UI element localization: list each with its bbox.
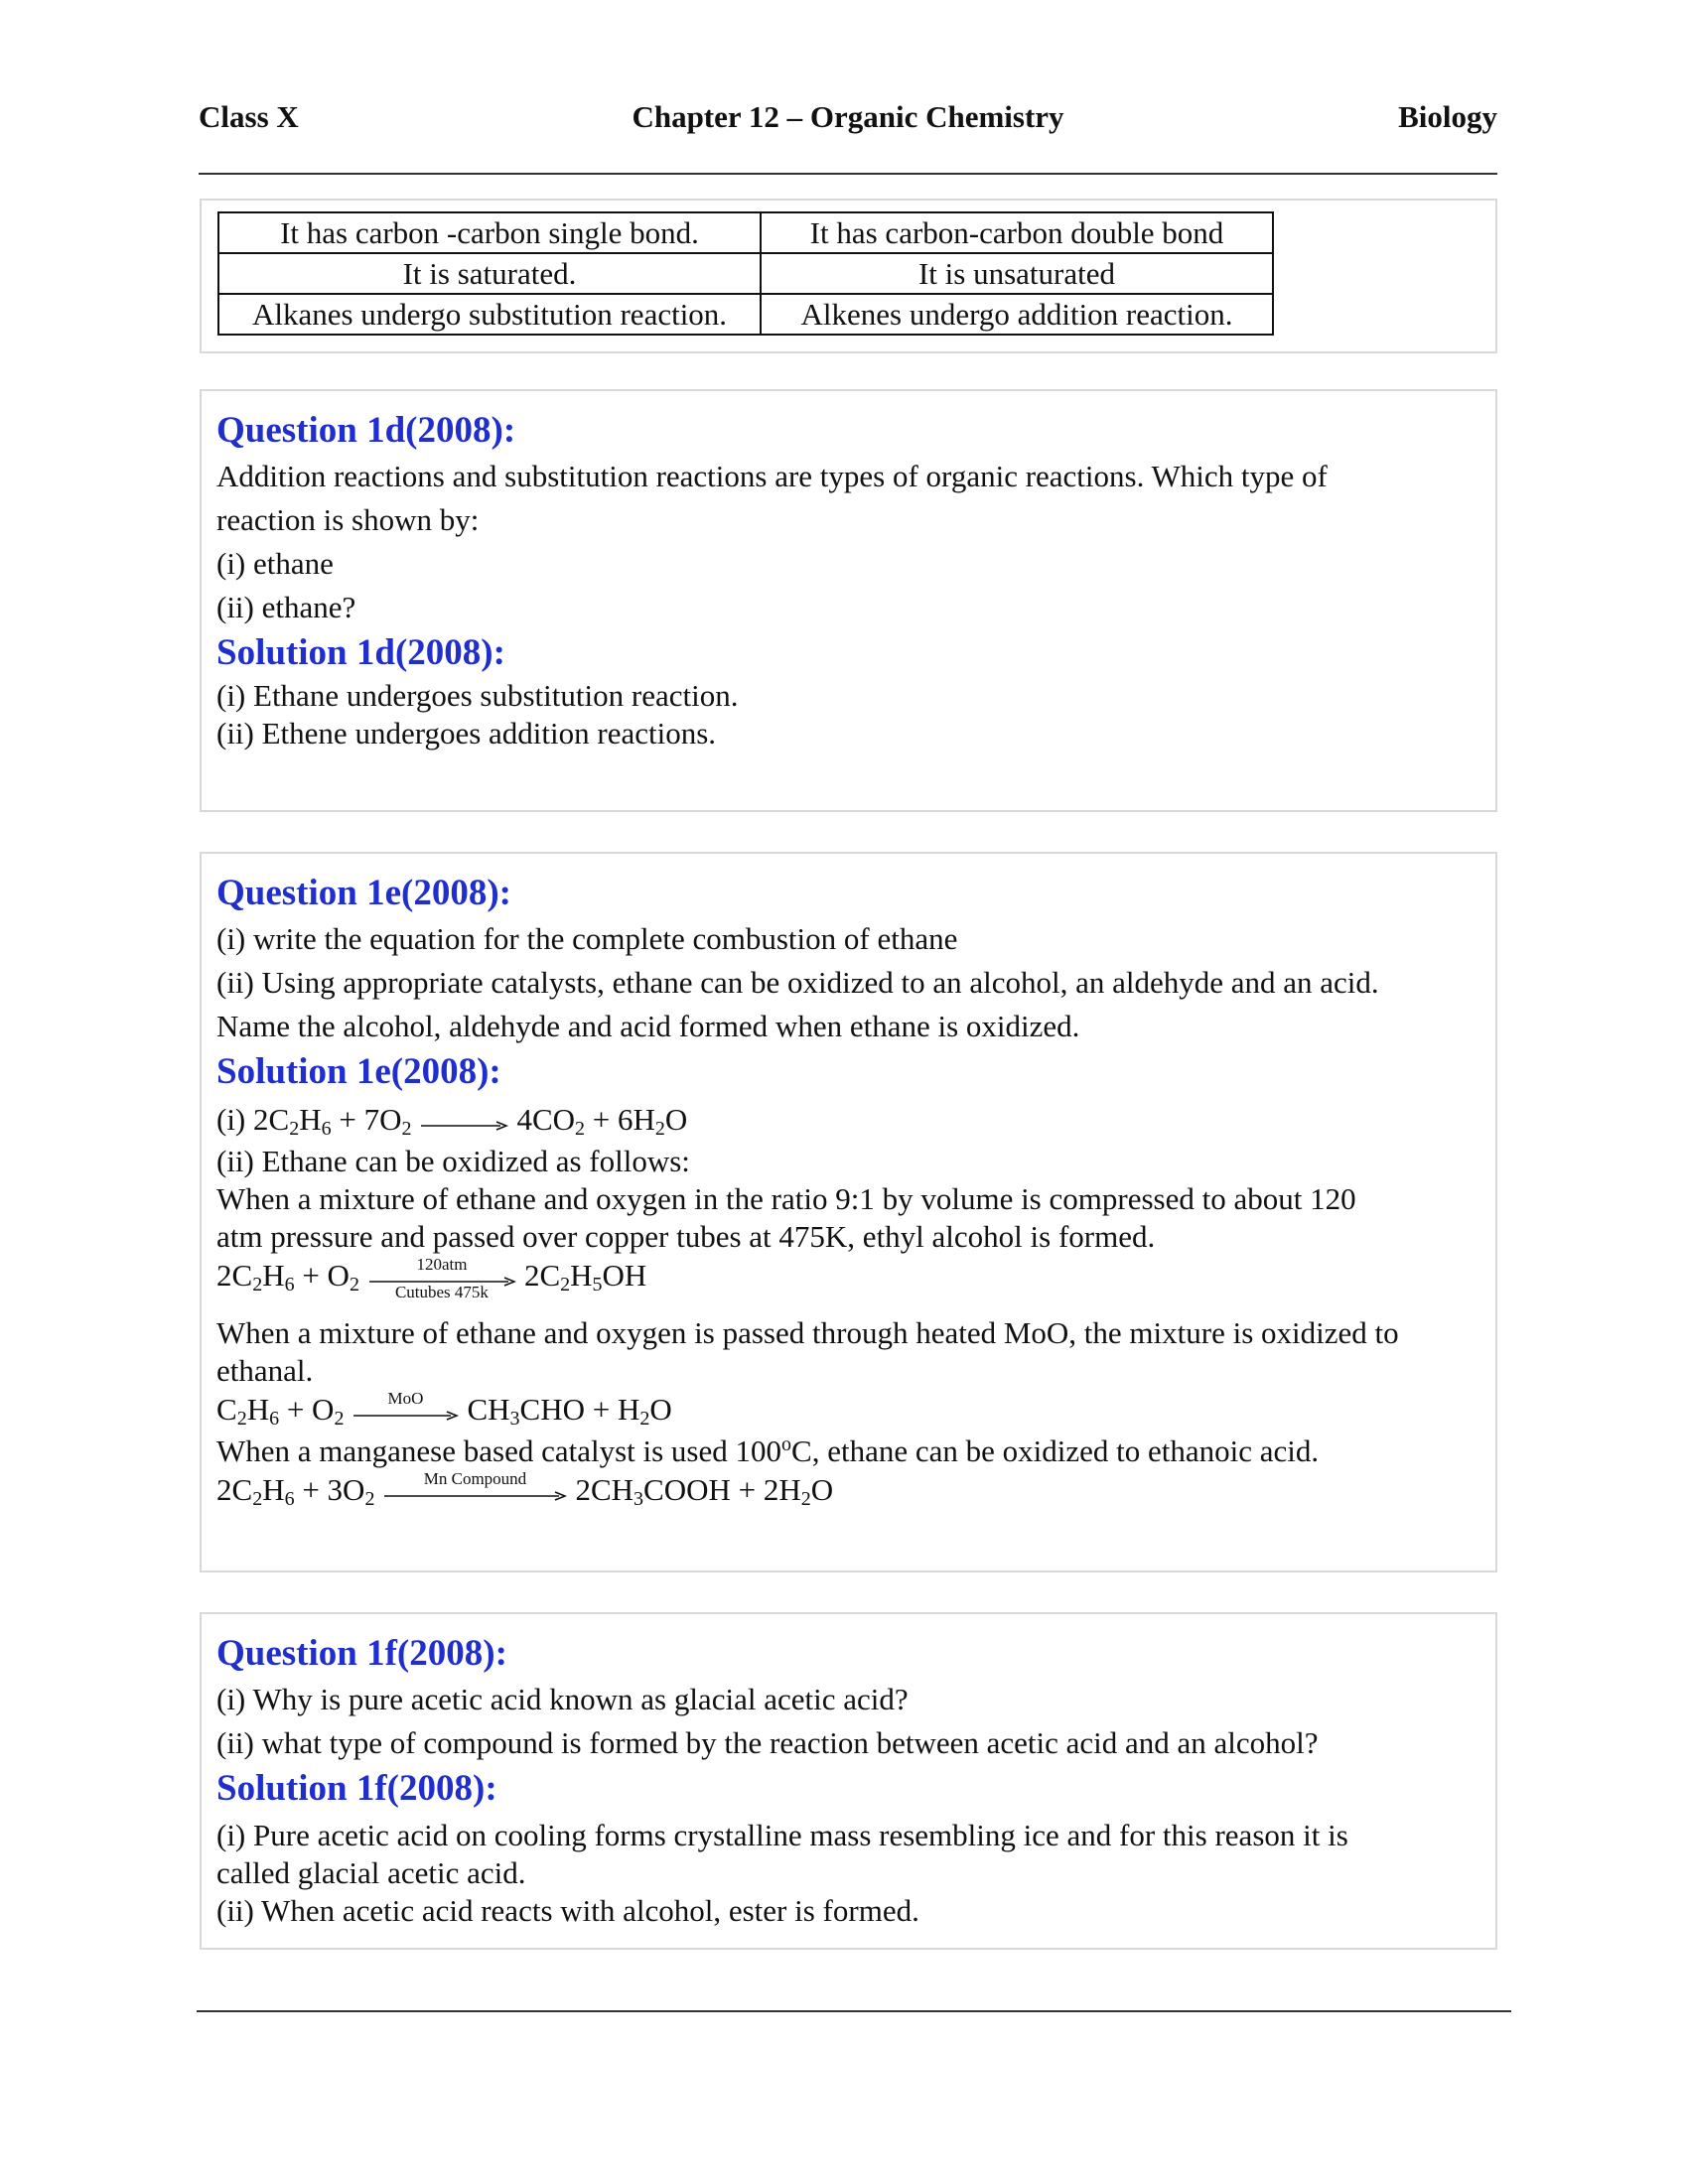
question-title: Question 1d(2008): (216, 410, 516, 451)
question-text: Name the alcohol, aldehyde and acid formed when ethane is oxidized. (216, 1009, 1080, 1043)
reaction-arrow-icon (367, 1254, 516, 1301)
arrow-condition-above: 120atm (416, 1254, 468, 1274)
degree-superscript: o (781, 1433, 792, 1455)
header-rule (199, 173, 1497, 175)
solution-text: When a mixture of ethane and oxygen in the ratio 9:1 by volume is compressed to about 120 (216, 1180, 1356, 1216)
table-cell: Alkenes undergo addition reaction. (761, 294, 1273, 335)
item-marker: (i) (216, 1102, 254, 1137)
solution-text: (i) Pure acetic acid on cooling forms crystalline mass resembling ice and for this reason it is (216, 1818, 1348, 1852)
reaction-arrow-icon (382, 1468, 567, 1513)
table-row (218, 294, 1273, 335)
aldehyde-equation: $C_2H_6 + O_2$ MoO $CH_3CHO + H_2O$ (216, 1390, 1483, 1433)
question-text: reaction is shown by: (216, 502, 480, 537)
solution-text (216, 1433, 1483, 1470)
solution-text: atm pressure and passed over copper tubes at 475K, ethyl alcohol is formed. (216, 1218, 1156, 1254)
comparison-table (217, 211, 1274, 336)
arrow-condition-below: Cutubes 475k (394, 1282, 489, 1301)
table-cell: It has carbon -carbon single bond. (218, 212, 761, 253)
table-cell: It is unsaturated (761, 253, 1273, 294)
solution-text: (ii) Ethene undergoes addition reactions. (216, 716, 717, 751)
solution-title: Solution 1f(2008): (216, 1768, 497, 1809)
question-text: (i) ethane (216, 546, 334, 581)
question-title: Question 1e(2008): (216, 873, 511, 913)
solution-text: (ii) When acetic acid reacts with alcohol, ester is formed. (216, 1893, 919, 1928)
solution-title: Solution 1e(2008): (216, 1051, 501, 1092)
footer-rule (197, 2010, 1511, 2012)
question-title: Question 1f(2008): (216, 1633, 507, 1674)
solution-text: (i) Ethane undergoes substitution reaction. (216, 678, 739, 713)
table-cell: It is saturated. (218, 253, 761, 294)
subject-label: Biology (1398, 99, 1497, 134)
reaction-arrow-icon (352, 1388, 459, 1433)
combustion-equation: (i) $2C_2H_6 + 7O_2$ $4CO_2 + 6H_2O$ (216, 1100, 1483, 1143)
solution-text: (ii) Ethane can be oxidized as follows: (216, 1143, 690, 1178)
acid-equation: $2C_2H_6 + 3O_2$ Mn Compound $2CH_3COOH + 2H_2O$ (216, 1470, 1483, 1513)
text-span: C, ethane can be oxidized to ethanoic acid. (791, 1433, 1320, 1468)
table-cell: It has carbon-carbon double bond (761, 212, 1273, 253)
question-text: Addition reactions and substitution reactions are types of organic reactions. Which type of (216, 459, 1328, 493)
solution-title: Solution 1d(2008): (216, 632, 505, 673)
question-1e-box (200, 852, 1497, 1572)
table-row (218, 253, 1273, 294)
reaction-arrow-icon (419, 1103, 508, 1143)
solution-text: ethanal. (216, 1352, 314, 1388)
question-1d-box (200, 389, 1497, 812)
arrow-condition-above: Mn Compound (423, 1468, 527, 1488)
solution-text: called glacial acetic acid. (216, 1855, 526, 1890)
alcohol-equation: $2C_2H_6 + O_2$ 120atm Cutubes 475k $2C_2H_5OH$ (216, 1254, 647, 1301)
chapter-title: Chapter 12 – Organic Chemistry (632, 99, 1064, 134)
question-text: (ii) ethane? (216, 590, 356, 624)
arrow-condition-above: MoO (387, 1388, 424, 1408)
text-span: When a manganese based catalyst is used 100 (216, 1433, 782, 1468)
question-1f-box (200, 1612, 1497, 1950)
page-header (199, 99, 1497, 143)
comparison-box (200, 199, 1497, 353)
table-cell: Alkanes undergo substitution reaction. (218, 294, 761, 335)
question-text: (i) Why is pure acetic acid known as glacial acetic acid? (216, 1682, 909, 1716)
question-text: (i) write the equation for the complete combustion of ethane (216, 921, 958, 956)
table-row (218, 212, 1273, 253)
solution-text: When a mixture of ethane and oxygen is passed through heated MoO, the mixture is oxidized to (216, 1314, 1399, 1350)
question-text: (ii) what type of compound is formed by the reaction between acetic acid and an alcohol? (216, 1725, 1319, 1760)
class-label: Class X (199, 99, 299, 134)
question-text: (ii) Using appropriate catalysts, ethane can be oxidized to an alcohol, an aldehyde and an acid. (216, 965, 1379, 1000)
